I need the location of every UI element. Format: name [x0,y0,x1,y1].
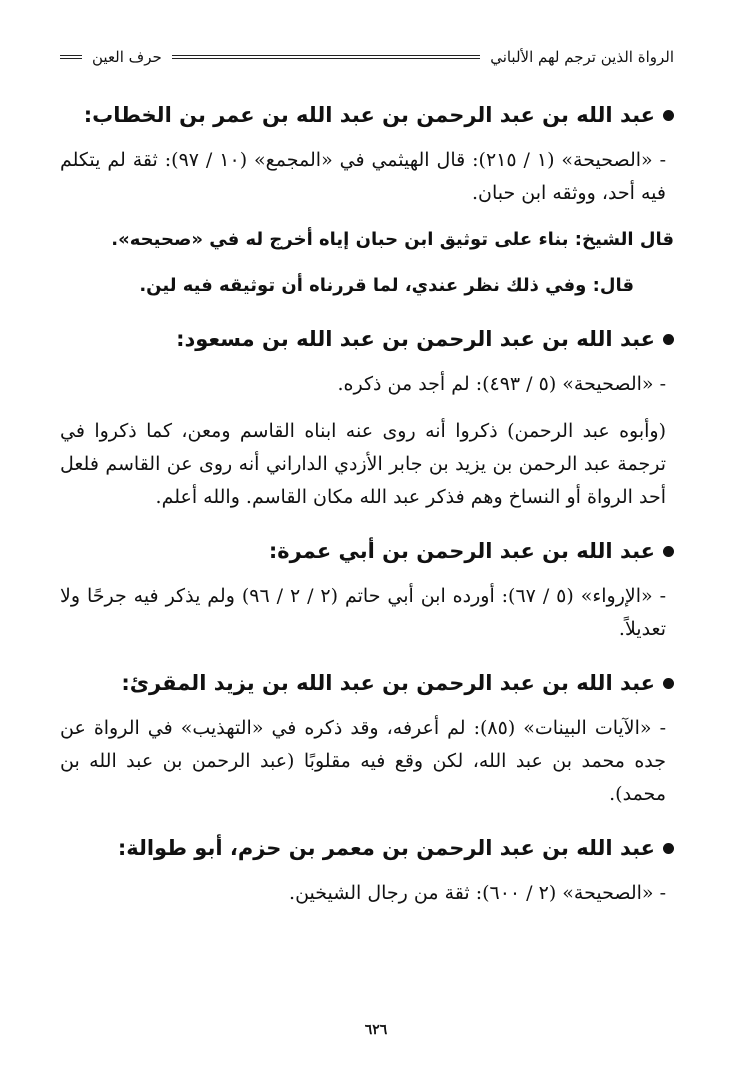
entry-paragraph: - «الصحيحة» (٢ / ٦٠٠): ثقة من رجال الشيخين. [289,882,666,904]
bullet-icon [663,546,674,557]
bullet-icon [663,334,674,345]
entry-title-text: عبد الله بن عبد الرحمن بن معمر بن حزم، أبو طوالة: [117,836,655,860]
entry-title-text: عبد الله بن عبد الرحمن بن عبد الله بن يزيد المقرئ: [121,671,655,695]
entry-paragraph: - «الإرواء» (٥ / ٦٧): أورده ابن أبي حاتم (٢ / ٢ / ٩٦) ولم يذكر فيه جرحًا ولا تعديلاً. [60,585,666,640]
entry-paragraph: - «الصحيحة» (٥ / ٤٩٣): لم أجد من ذكره. [337,373,666,395]
entry-title [60,536,674,566]
running-header [60,44,674,70]
entry-title [60,100,674,130]
entry-paragraph: (وأبوه عبد الرحمن) ذكروا أنه روى عنه ابناه القاسم ومعن، كما ذكروا في ترجمة عبد الرحمن بن يزيد بن جابر الأزدي الداراني أنه روى عن القاسم فلعل أحد الرواة أو النساخ وهم فذكر عبد الله مكان القاسم. والله أعلم. [60,420,666,508]
sheikh-comment: قال: وفي ذلك نظر عندي، لما قررناه أن توثيقه فيه لين. [139,275,634,296]
entry-title [60,324,674,354]
header-rule [172,55,480,59]
bullet-icon [663,110,674,121]
entry-title-text: عبد الله بن عبد الرحمن بن عبد الله بن مسعود: [176,327,655,351]
entry-title [60,668,674,698]
page-content [60,100,674,924]
bullet-icon [663,678,674,689]
entry-paragraph: - «الآيات البينات» (٨٥): لم أعرفه، وقد ذكره في «التهذيب» في الرواة عن جده محمد بن عبد الله، لكن وقع فيه مقلوبًا (عبد الرحمن بن عبد الله بن محمد). [60,717,666,805]
entry-paragraph: - «الصحيحة» (١ / ٢١٥): قال الهيثمي في «المجمع» (١٠ / ٩٧): ثقة لم يتكلم فيه أحد، ووثقه ابن حبان. [60,149,667,204]
bullet-icon [663,843,674,854]
entry-title [60,833,674,863]
entry-title-text: عبد الله بن عبد الرحمن بن أبي عمرة: [268,539,655,563]
header-section: حرف العين [92,48,162,66]
header-rule-short [60,55,82,59]
sheikh-comment: قال الشيخ: بناء على توثيق ابن حبان إياه أخرج له في «صحيحه». [111,229,674,250]
entry-title-text: عبد الله بن عبد الرحمن بن عبد الله بن عمر بن الخطاب: [83,103,655,127]
page-number: ٦٢٦ [364,1022,388,1038]
header-book-title: الرواة الذين ترجم لهم الألباني [490,48,674,66]
